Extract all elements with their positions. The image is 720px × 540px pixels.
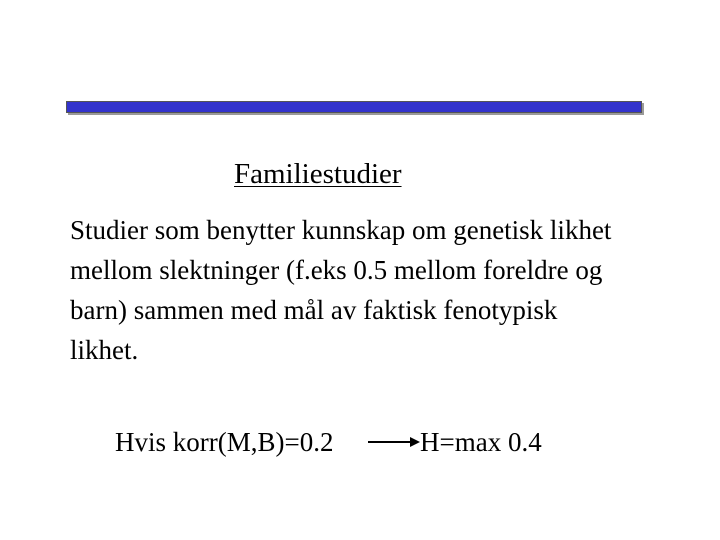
formula-result: H=max 0.4 bbox=[420, 427, 542, 457]
body-line-1: Studier som benytter kunnskap om genetisk likhet bbox=[70, 215, 612, 245]
slide-title: Familiestudier bbox=[234, 158, 402, 190]
right-arrow-icon bbox=[366, 434, 422, 450]
body-line-3: barn) sammen med mål av faktisk fenotypisk bbox=[70, 295, 558, 325]
formula-condition: Hvis korr(M,B)=0.2 bbox=[115, 427, 334, 457]
accent-bar bbox=[66, 101, 642, 113]
body-line-4: likhet. bbox=[70, 335, 139, 365]
body-paragraph bbox=[70, 210, 650, 370]
body-line-2: mellom slektninger (f.eks 0.5 mellom foreldre og bbox=[70, 255, 603, 285]
